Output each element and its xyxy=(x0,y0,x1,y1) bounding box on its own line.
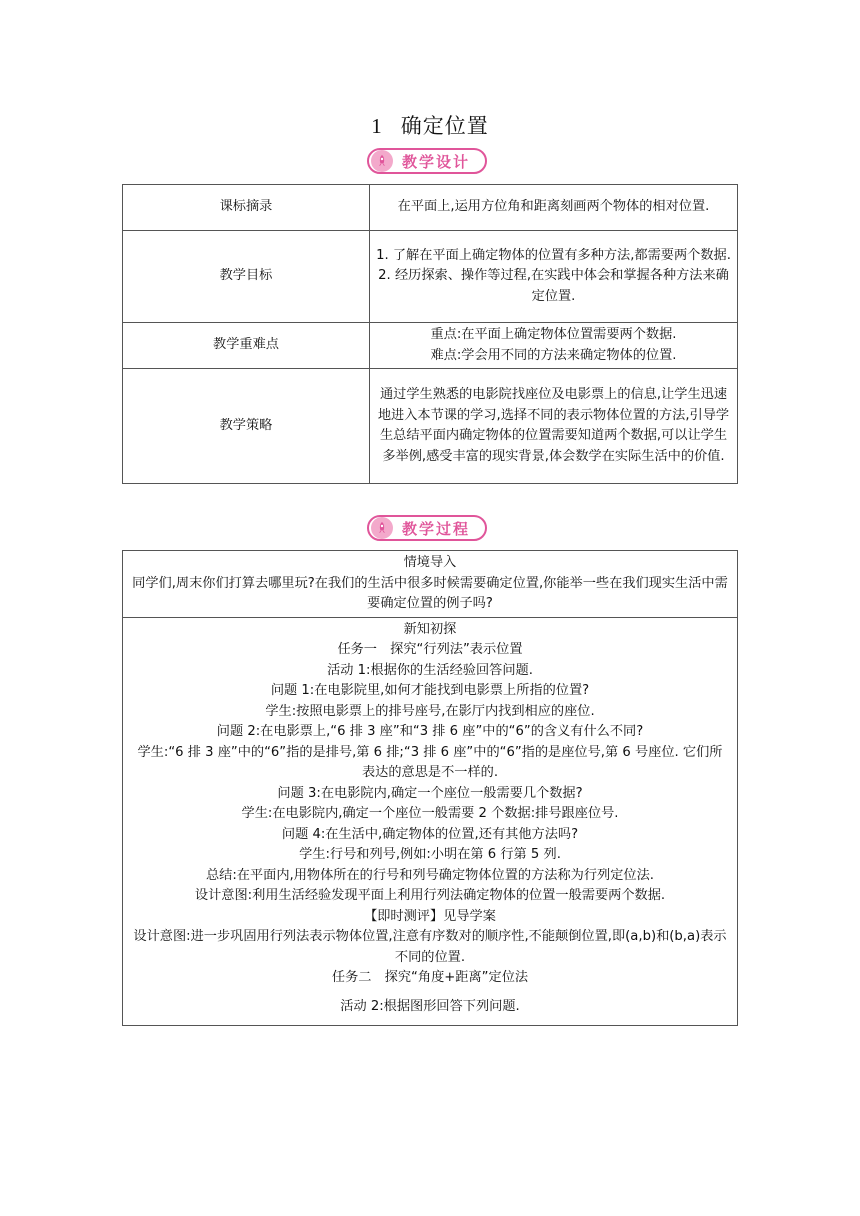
row-label: 教学目标 xyxy=(123,231,370,323)
design-intent-1: 设计意图:利用生活经验发现平面上利用行列法确定物体的位置一般需要两个数据. xyxy=(194,888,666,903)
design-table xyxy=(122,184,738,484)
table-row xyxy=(123,551,738,618)
section-title: 确定位置 xyxy=(400,114,489,138)
row-content xyxy=(370,323,738,369)
question-4: 问题 4:在生活中,确定物体的位置,还有其他方法吗? xyxy=(281,826,579,842)
answer-2: 学生:“6 排 3 座”中的“6”指的是排号,第 6 排;“3 排 6 座”中的“6”指的是座位号,第 6 号座位. 它们所表达的意思是不一样的. xyxy=(137,744,723,780)
question-2: 问题 2:在电影票上,“6 排 3 座”和“3 排 6 座”中的“6”的含义有什么不同? xyxy=(216,724,644,739)
teaching-design-badge xyxy=(367,148,487,174)
design-intent-2: 设计意图:进一步巩固用行列法表示物体位置,注意有序数对的顺序性,不能颠倒位置,即(a,b)和(b,a)表示不同的位置. xyxy=(133,929,727,965)
new-knowledge-cell xyxy=(123,617,738,1026)
row-label: 课标摘录 xyxy=(123,185,370,231)
task-one: 任务一 探究“行列法”表示位置 xyxy=(337,642,523,657)
rocket-icon xyxy=(371,517,393,539)
instant-quiz: 【即时测评】见导学案 xyxy=(364,908,496,924)
intro-text: 同学们,周末你们打算去哪里玩?在我们的生活中很多时候需要确定位置,你能举一些在我们现实生活中需要确定位置的例子吗? xyxy=(132,575,728,611)
badge-label: 教学设计 xyxy=(401,152,470,171)
summary: 总结:在平面内,用物体所在的行号和列号确定物体位置的方法称为行列定位法. xyxy=(205,867,654,883)
teaching-process-badge xyxy=(367,515,487,541)
section-number: 1 xyxy=(371,114,383,138)
activity-one: 活动 1:根据你的生活经验回答问题. xyxy=(327,662,533,678)
row-content: 通过学生熟悉的电影院找座位及电影票上的信息,让学生迅速地进入本节课的学习,选择不同的表示物体位置的方法,引导学生总结平面内确定物体的位置需要知道两个数据,可以让学生多举例,感受丰富的现实背景,体会数学在实际生活中的价值. xyxy=(370,369,738,484)
answer-3: 学生:在电影院内,确定一个座位一般需要 2 个数据:排号跟座位号. xyxy=(241,806,619,821)
table-row xyxy=(123,231,738,323)
table-row xyxy=(123,323,738,369)
new-knowledge-heading: 新知初探 xyxy=(403,621,457,637)
question-1: 问题 1:在电影院里,如何才能找到电影票上所指的位置? xyxy=(270,683,590,698)
intro-cell xyxy=(123,551,738,618)
table-row xyxy=(123,185,738,231)
content-line: 难点:学会用不同的方法来确定物体的位置. xyxy=(430,347,677,363)
table-row xyxy=(123,369,738,484)
task-two: 任务二 探究“角度+距离”定位法 xyxy=(331,970,529,985)
row-label: 教学策略 xyxy=(123,369,370,484)
row-label: 教学重难点 xyxy=(123,323,370,369)
content-line: 1. 了解在平面上确定物体的位置有多种方法,都需要两个数据. xyxy=(376,247,731,263)
content-line: 重点:在平面上确定物体位置需要两个数据. xyxy=(430,327,677,342)
table-row xyxy=(123,617,738,1026)
answer-4: 学生:行号和列号,例如:小明在第 6 行第 5 列. xyxy=(299,847,561,862)
process-table xyxy=(122,550,738,1026)
badge-label: 教学过程 xyxy=(401,519,470,538)
content-line: 2. 经历探索、操作等过程,在实践中体会和掌握各种方法来确定位置. xyxy=(378,268,729,304)
answer-1: 学生:按照电影票上的排号座号,在影厅内找到相应的座位. xyxy=(265,703,595,719)
intro-heading: 情境导入 xyxy=(403,555,457,570)
question-3: 问题 3:在电影院内,确定一个座位一般需要几个数据? xyxy=(277,785,583,801)
page-title xyxy=(0,110,860,140)
rocket-icon xyxy=(371,150,393,172)
row-content: 在平面上,运用方位角和距离刻画两个物体的相对位置. xyxy=(370,185,738,231)
activity-two: 活动 2:根据图形回答下列问题. xyxy=(340,998,520,1014)
row-content xyxy=(370,231,738,323)
